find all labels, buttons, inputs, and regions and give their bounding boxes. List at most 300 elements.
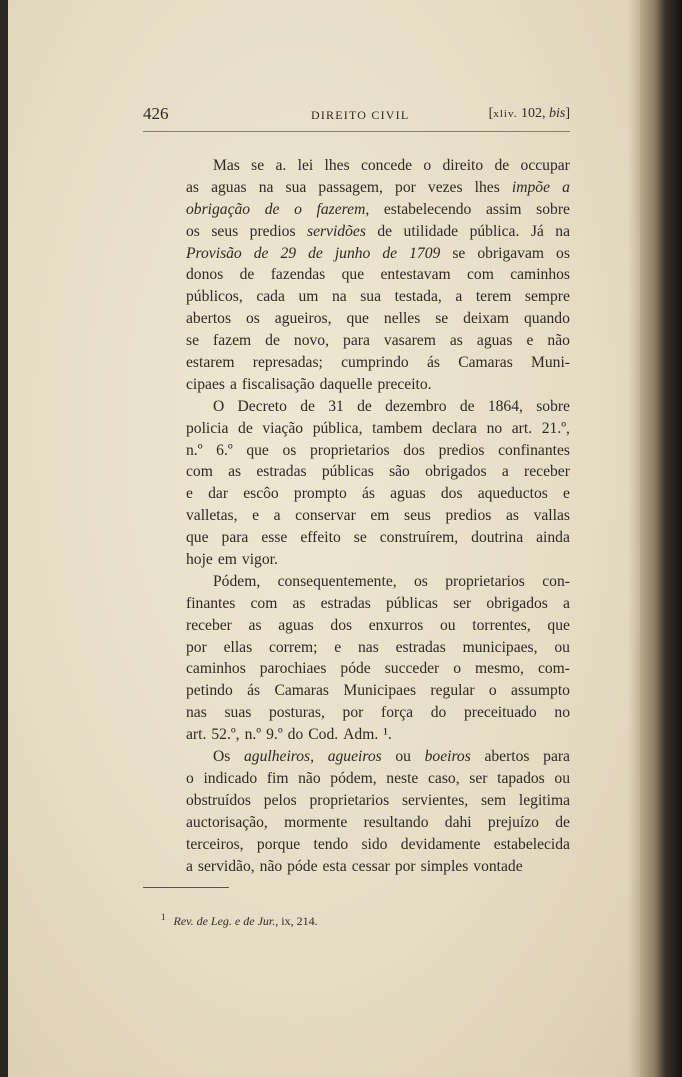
word: ellas (223, 638, 253, 656)
word: não (547, 332, 570, 350)
word: viação (262, 419, 304, 437)
word: que (186, 529, 209, 547)
word: lhes (474, 178, 500, 196)
footnote (161, 912, 318, 929)
word: caminhos (510, 266, 570, 284)
word: fiscalisação (241, 375, 315, 393)
word: testada, (394, 288, 442, 306)
word: entestavam (380, 266, 451, 284)
word: art. (186, 726, 207, 744)
text-line (186, 177, 570, 199)
word: finantes (186, 594, 236, 612)
word: não (259, 857, 283, 875)
word: prompto (293, 485, 347, 503)
word: aguas (278, 616, 314, 634)
body-text (186, 155, 570, 877)
word: Camaras (458, 354, 513, 372)
word: cada (256, 288, 285, 306)
word: vontade (473, 857, 523, 875)
word: o (294, 200, 302, 218)
word: pública. (469, 222, 520, 240)
word: proprietarios (445, 572, 525, 590)
word: 9.º (266, 726, 283, 744)
word: posturas, (269, 704, 325, 722)
word: que (346, 310, 369, 328)
word: simples (420, 857, 469, 875)
word: abertos (186, 310, 232, 328)
text-line (186, 790, 570, 812)
word: são (389, 463, 410, 481)
word: ás (247, 682, 261, 700)
word: lei (297, 157, 314, 174)
word: municipaes, (462, 638, 538, 656)
word: com (186, 463, 213, 481)
word: de (265, 332, 280, 350)
word: seus (211, 222, 239, 240)
word: servidão, (197, 857, 255, 875)
word: quando (524, 310, 570, 328)
word: os (556, 244, 570, 262)
word: Camaras (274, 682, 329, 700)
word: as (186, 178, 199, 196)
text-line (186, 330, 570, 352)
word: obrigados (425, 463, 487, 481)
word: Já (530, 222, 544, 240)
word: novo, (293, 332, 329, 350)
word: donos (186, 266, 224, 284)
page-number: 426 (143, 104, 169, 123)
word: resultando (363, 813, 429, 831)
word: indicado (203, 769, 258, 787)
word: esta (322, 857, 347, 875)
page-header (143, 104, 570, 126)
word: obrigação (186, 200, 251, 218)
word: predios (445, 507, 492, 525)
word: de (264, 200, 280, 218)
word: dos (330, 616, 353, 634)
word: aqueductos (477, 485, 548, 503)
running-title: DIREITO CIVIL (311, 108, 410, 122)
word: con- (542, 572, 570, 590)
word: auctorisação, (186, 813, 268, 831)
word: neste (386, 769, 419, 787)
word: ou (554, 638, 570, 656)
word: obrigavam (477, 244, 545, 262)
word: art. (511, 419, 533, 437)
footnote-source: Rev. de Leg. e de Jur. (173, 914, 276, 928)
word: estabelecida (493, 835, 570, 853)
word: com (250, 594, 278, 612)
word: proprietarios (309, 441, 390, 459)
word: ou (440, 616, 456, 634)
text-line (186, 374, 570, 396)
word: predios (438, 441, 485, 459)
text-line (186, 264, 570, 286)
word: Provisão (186, 244, 242, 262)
word: dahi (444, 813, 472, 831)
word: 1864, (487, 397, 523, 415)
word: por (394, 857, 416, 875)
word: fim (266, 769, 289, 787)
word: não (298, 769, 321, 787)
word: dos (440, 485, 463, 503)
word: do (430, 704, 447, 722)
word: cessar (351, 857, 390, 875)
binding-gutter (640, 0, 682, 1077)
text-line (186, 724, 570, 746)
word: Adm. (343, 726, 379, 744)
word: póde (340, 660, 371, 678)
word: petindo (186, 682, 233, 700)
word: ás (426, 354, 440, 372)
word: se (186, 332, 199, 350)
text-line (186, 637, 570, 659)
word: servidões (307, 222, 366, 240)
word: n.º (186, 441, 203, 459)
word: nas (186, 704, 207, 722)
word: conservar (295, 507, 356, 525)
word: com- (537, 660, 570, 678)
word: seus (404, 507, 431, 525)
word: para (221, 529, 249, 547)
text-line (186, 243, 570, 265)
word: o (453, 660, 462, 678)
footnote-rule (143, 887, 229, 888)
word: ¹. (383, 726, 392, 744)
word: por (186, 638, 207, 656)
word: de (357, 397, 372, 415)
word: cipaes (186, 375, 225, 393)
word: a. (275, 157, 287, 174)
text-line (186, 746, 570, 768)
word: mesmo, (475, 660, 524, 678)
word: vigor. (241, 551, 278, 569)
word: effeito (300, 529, 341, 547)
word: legitima (518, 791, 570, 809)
word: devidamente (400, 835, 481, 853)
word: o (423, 157, 432, 174)
word: declara (431, 419, 477, 437)
word: fazendas (270, 266, 326, 284)
word: succeder (384, 660, 440, 678)
word: nas (357, 638, 379, 656)
word: que (547, 616, 570, 634)
word: e (186, 485, 193, 503)
word: de (382, 244, 398, 262)
word: se (251, 157, 265, 174)
text-line (186, 615, 570, 637)
word: construírem, (379, 529, 459, 547)
word: de (459, 397, 475, 415)
text-line (186, 549, 570, 571)
word: as (228, 463, 242, 481)
word: que (246, 441, 269, 459)
word: públicas (385, 594, 438, 612)
word: policia (186, 419, 229, 437)
word: sempre (524, 288, 570, 306)
word: de (239, 266, 255, 284)
text-line (186, 199, 570, 221)
word: na (555, 222, 570, 240)
word: Mas (213, 157, 240, 174)
word: sobre (536, 397, 570, 415)
word: preceituado (463, 704, 537, 722)
word: a (455, 288, 463, 306)
word: ás (361, 485, 375, 503)
text-line (186, 702, 570, 724)
word: as (292, 594, 306, 612)
text-line (186, 483, 570, 505)
text-line (186, 352, 570, 374)
word: receber (186, 616, 232, 634)
word: cumprindo (341, 354, 409, 372)
word: obrigados (486, 594, 548, 612)
word: tapados (497, 769, 545, 787)
word: parochiaes (259, 660, 327, 678)
word: de (377, 222, 393, 240)
word: ser (469, 769, 488, 787)
word: aguas (211, 178, 247, 196)
word: valletas, (186, 507, 238, 525)
word: ser (453, 594, 472, 612)
word: de (253, 244, 269, 262)
word: porque (256, 835, 301, 853)
word: aguas (476, 332, 513, 350)
text-line (186, 856, 570, 878)
word: 6.º (216, 441, 233, 459)
word: obstruídos (186, 791, 251, 809)
word: e (252, 507, 260, 525)
word: pelos (263, 791, 297, 809)
word: Municipaes (343, 682, 417, 700)
word: Os (213, 748, 231, 766)
text-line (186, 571, 570, 593)
word: terem (475, 288, 512, 306)
word: em (217, 551, 237, 569)
word: públicos, (186, 288, 243, 306)
word: de (238, 419, 253, 437)
word: consequentemente, (277, 572, 397, 590)
word: os (413, 572, 428, 590)
word: estradas (395, 638, 446, 656)
word: o (488, 682, 497, 700)
word: agueiros (327, 748, 382, 766)
word: suas (224, 704, 252, 722)
word: junho (334, 244, 371, 262)
word: Pódem, (213, 572, 261, 590)
word: Muni- (531, 354, 570, 372)
word: força (381, 704, 414, 722)
word: a (501, 463, 509, 481)
text-line (186, 221, 570, 243)
word: esse (261, 529, 288, 547)
word: n.º (244, 726, 262, 744)
word: utilidade (403, 222, 459, 240)
word: com (467, 266, 494, 284)
word: fazem (213, 332, 252, 350)
word: tendo (313, 835, 349, 853)
word: estradas (320, 594, 371, 612)
word: a (563, 594, 570, 612)
word: boeiros (424, 748, 471, 766)
word: por (342, 704, 364, 722)
word: O (213, 397, 225, 415)
word: prejuízo (487, 813, 539, 831)
word: públicas (321, 463, 374, 481)
word: pódem, (330, 769, 377, 787)
word: enxurros (368, 616, 424, 634)
word: um (298, 288, 319, 306)
word: dar (208, 485, 229, 503)
text-line (186, 680, 570, 702)
word: dezembro (385, 397, 447, 415)
text-line (186, 768, 570, 790)
word: regular (430, 682, 475, 700)
word: torrentes, (472, 616, 531, 634)
footnote-ref: , ix, 214. (275, 914, 318, 928)
word: vasarem (383, 332, 436, 350)
word: confinantes (498, 441, 570, 459)
word: se (353, 529, 367, 547)
word: Cod. (308, 726, 339, 744)
word: receber (524, 463, 570, 481)
word: pública, (312, 419, 363, 437)
word: de (494, 157, 510, 174)
text-line (186, 308, 570, 330)
word: os (282, 441, 297, 459)
word: ainda (536, 529, 570, 547)
word: sem (480, 791, 507, 809)
word: concede (360, 157, 413, 174)
text-line (186, 461, 570, 483)
text-line (186, 593, 570, 615)
word: direito (442, 157, 484, 174)
text-line (186, 527, 570, 549)
word: do (287, 726, 304, 744)
word: caso, (428, 769, 460, 787)
section-reference: [xliv. 102, bis] (488, 106, 570, 121)
word: a (186, 857, 193, 875)
word: e (334, 638, 342, 656)
word: mormente (284, 813, 348, 831)
word: sua (285, 178, 307, 196)
word: os (245, 310, 260, 328)
word: preceito. (377, 375, 432, 393)
word: se (452, 244, 466, 262)
word: no (554, 704, 570, 722)
word: ou (395, 748, 411, 766)
word: doutrina (471, 529, 524, 547)
word: se (435, 310, 449, 328)
word: proprietarios (309, 791, 390, 809)
word: represadas; (252, 354, 323, 372)
word: predios (249, 222, 296, 240)
word: assim (485, 200, 522, 218)
word: terceiros, (186, 835, 244, 853)
word: os (186, 222, 200, 240)
word: a (562, 178, 570, 196)
word: dos (403, 441, 425, 459)
word: sobre (536, 200, 570, 218)
word: em (370, 507, 390, 525)
word: que (341, 266, 365, 284)
word: e (563, 485, 570, 503)
word: Decreto (237, 397, 287, 415)
word: deixam (463, 310, 510, 328)
word: ou (554, 769, 570, 787)
word: as (449, 332, 463, 350)
word: as (248, 616, 262, 634)
word: tambem (372, 419, 423, 437)
word: para (543, 748, 570, 766)
text-line (186, 155, 570, 177)
word: hoje (186, 551, 213, 569)
word: a (229, 375, 237, 393)
word: a (273, 507, 281, 525)
word: caminhos (186, 660, 246, 678)
text-line (186, 418, 570, 440)
word: no (486, 419, 503, 437)
word: aguas (390, 485, 426, 503)
word: estabelecendo (383, 200, 472, 218)
header-rule (143, 131, 570, 132)
text-line (186, 505, 570, 527)
word: occupar (520, 157, 570, 174)
word: de (555, 813, 570, 831)
word: daquelle (319, 375, 373, 393)
word: 1709 (409, 244, 441, 262)
text-line (186, 658, 570, 680)
word: de (308, 244, 323, 262)
word: na (331, 288, 347, 306)
word: lhes (324, 157, 350, 174)
word: agueiros, (274, 310, 332, 328)
word: escôo (243, 485, 279, 503)
word: nelles (383, 310, 421, 328)
word: o (186, 769, 194, 787)
word: passagem, (318, 178, 383, 196)
word: sua (360, 288, 382, 306)
footnote-mark: 1 (161, 912, 166, 922)
word: e (526, 332, 534, 350)
word: de (300, 397, 315, 415)
word: impõe (511, 178, 550, 196)
text-line (186, 834, 570, 856)
text-line (186, 286, 570, 308)
word: abertos (484, 748, 530, 766)
word: correm; (268, 638, 318, 656)
word: assumpto (511, 682, 570, 700)
word: por (395, 178, 416, 196)
word: vallas (533, 507, 570, 525)
word: 52.º, (211, 726, 240, 744)
word: para (343, 332, 370, 350)
text-line (186, 812, 570, 834)
word: as (505, 507, 519, 525)
word: agulheiros, (244, 748, 315, 766)
word: fazerem, (316, 200, 370, 218)
text-line (186, 396, 570, 418)
word: na (258, 178, 274, 196)
text-line (186, 440, 570, 462)
word: 31 (328, 397, 344, 415)
word: póde (287, 857, 318, 875)
word: servientes, (401, 791, 469, 809)
word: 21.º, (541, 419, 570, 437)
word: estradas (256, 463, 307, 481)
word: estarem (186, 354, 235, 372)
word: 29 (280, 244, 297, 262)
